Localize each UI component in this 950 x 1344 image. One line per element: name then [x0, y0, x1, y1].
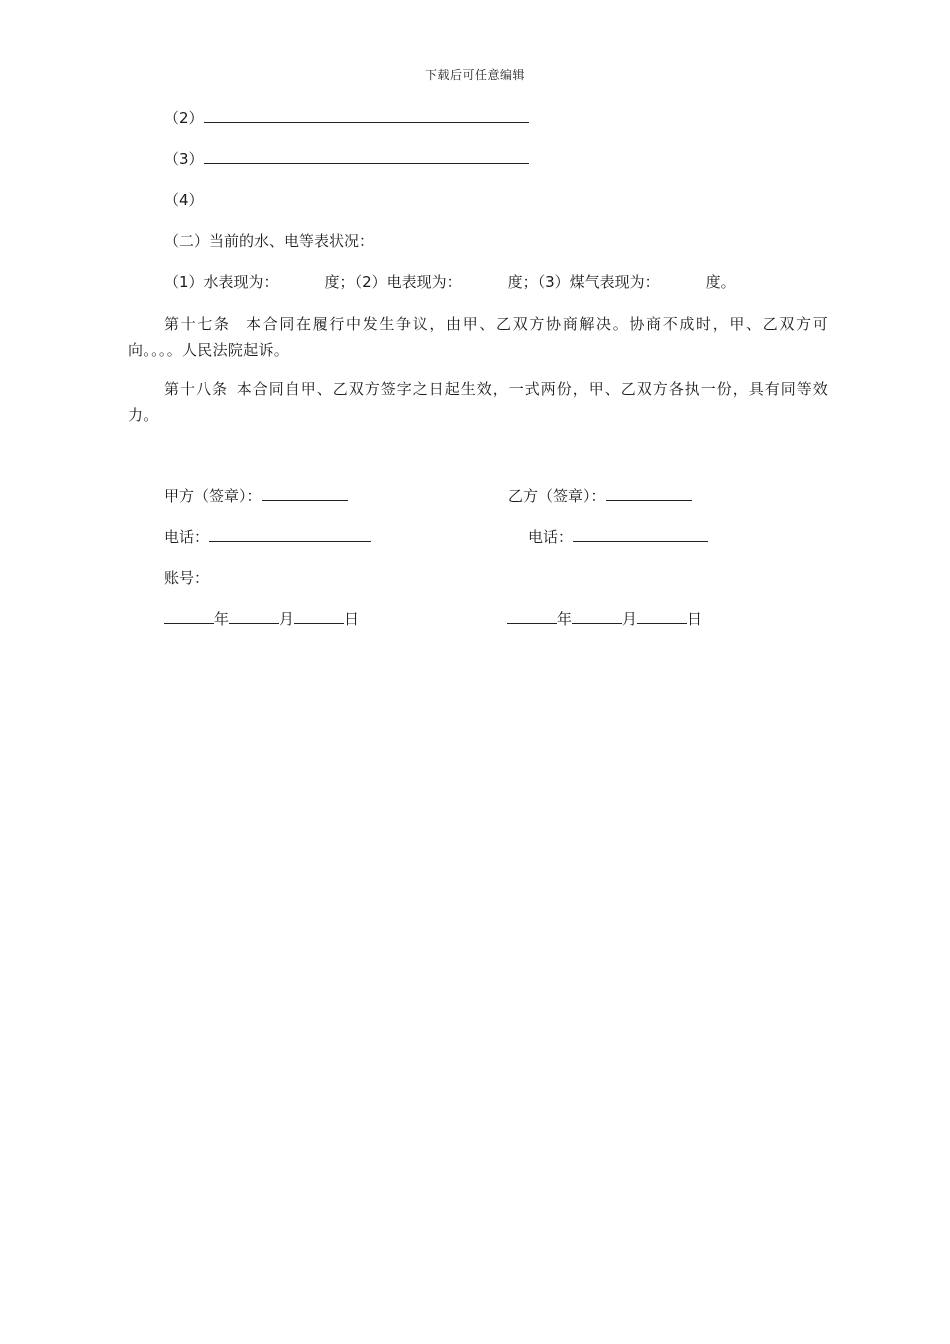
party-b-month-blank[interactable] [572, 609, 622, 624]
electric-meter-unit: 度； [507, 273, 538, 291]
electric-meter-label: （2）电表现为： [354, 273, 462, 291]
party-b-phone-label: 电话： [528, 528, 574, 546]
list-item-3 [164, 149, 529, 169]
party-a-signature-blank[interactable] [262, 486, 348, 501]
water-meter-unit: 度； [324, 273, 355, 291]
gas-meter-unit: 度。 [705, 273, 736, 291]
article-17-text: 本合同在履行中发生争议，由甲、乙双方协商解决。协商不成时，甲、乙双方可向。。。。人民法院起诉。 [128, 315, 828, 359]
page-header-note: 下载后可任意编辑 [424, 68, 525, 82]
party-b-year-blank[interactable] [507, 609, 557, 624]
meters-title: （二）当前的水、电等表状况： [164, 232, 375, 250]
item-3-label: （3） [164, 150, 204, 168]
party-a-month-label: 月 [279, 610, 295, 628]
item-2-label: （2） [164, 109, 204, 127]
party-a-phone-blank[interactable] [209, 527, 371, 542]
water-meter-label: （1）水表现为： [164, 273, 279, 291]
party-b-label: 乙方（签章）： [508, 487, 606, 505]
item-4-label: （4） [164, 191, 204, 209]
party-a-day-blank[interactable] [294, 609, 344, 624]
party-a-year-label: 年 [214, 610, 230, 628]
article-18 [128, 376, 828, 428]
gas-meter-label: （3）煤气表现为： [537, 273, 660, 291]
party-a-day-label: 日 [344, 610, 360, 628]
party-a-year-blank[interactable] [164, 609, 214, 624]
party-b-phone [528, 527, 708, 547]
article-17-number: 第十七条 [164, 315, 231, 333]
party-a-label: 甲方（签章）： [164, 487, 262, 505]
account-line [164, 568, 209, 588]
party-a-signature [164, 486, 348, 506]
account-label: 账号： [164, 569, 210, 587]
party-b-signature-blank[interactable] [606, 486, 692, 501]
party-a-date [164, 609, 359, 629]
party-b-day-blank[interactable] [637, 609, 687, 624]
party-b-month-label: 月 [622, 610, 638, 628]
article-17 [128, 311, 828, 363]
party-a-phone-label: 电话： [164, 528, 210, 546]
article-18-number: 第十八条 [164, 380, 228, 398]
list-item-2 [164, 108, 529, 128]
party-a-month-blank[interactable] [229, 609, 279, 624]
party-b-phone-blank[interactable] [573, 527, 708, 542]
party-b-day-label: 日 [687, 610, 703, 628]
list-item-4 [164, 190, 204, 210]
party-b-date [507, 609, 702, 629]
party-b-year-label: 年 [557, 610, 573, 628]
article-18-text: 本合同自甲、乙双方签字之日起生效，一式两份，甲、乙双方各执一份，具有同等效力。 [128, 380, 828, 424]
party-a-phone [164, 527, 371, 547]
item-2-blank[interactable] [204, 108, 529, 123]
item-3-blank[interactable] [204, 149, 529, 164]
meter-readings-line [164, 272, 736, 292]
party-b-signature [508, 486, 692, 506]
